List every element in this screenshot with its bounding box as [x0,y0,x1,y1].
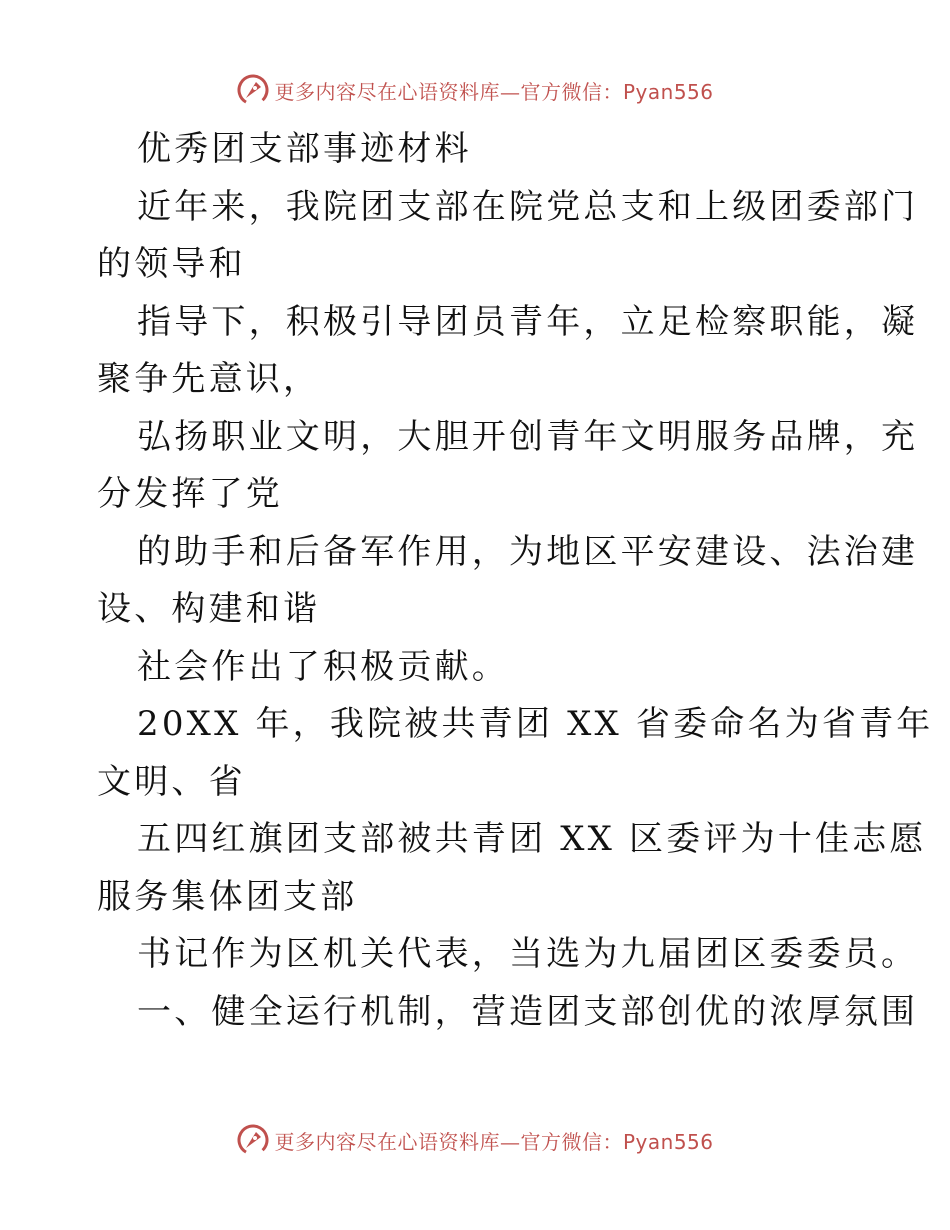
section-heading: 一、健全运行机制，营造团支部创优的浓厚氛围 [137,991,919,1032]
paragraph-line: 指导下，积极引导团员青年，立足检察职能，凝 [137,301,919,342]
wechat-id: Pyan556 [622,79,714,104]
watermark-text: 更多内容尽在心语资料库—官方微信：Pyan556 [274,79,714,104]
paragraph-line: 近年来，我院团支部在院党总支和上级团委部门 [137,186,919,227]
paragraph-line: 分发挥了党 [97,474,283,514]
pen-nib-logo-icon [236,1123,270,1157]
paragraph-line: 20XX 年，我院被共青团 XX 省委命名为省青年 [137,704,934,744]
paragraph-line: 服务集体团支部 [97,876,358,917]
paragraph-line: 的助手和后备军作用，为地区平安建设、法治建 [137,531,919,572]
watermark-text: 更多内容尽在心语资料库—官方微信：Pyan556 [274,1129,714,1154]
paragraph-line: 五四红旗团支部被共青团 XX 区委评为十佳志愿 [137,819,927,859]
paragraph-line: 的领导和 [97,244,246,284]
paragraph-line: 社会作出了积极贡献。 [137,646,509,687]
paragraph-line: 设、构建和谐 [97,589,321,629]
footer-watermark-banner [0,1120,950,1160]
paragraph-line: 弘扬职业文明，大胆开创青年文明服务品牌，充 [137,416,919,457]
wechat-id: Pyan556 [622,1129,714,1154]
pen-nib-logo-icon [236,73,270,107]
document-title: 优秀团支部事迹材料 [137,129,472,169]
paragraph-line: 书记作为区机关代表，当选为九届团区委委员。 [137,934,919,974]
document-body [97,121,934,1041]
paragraph-line: 聚争先意识， [97,359,321,399]
paragraph-line: 文明、省 [97,761,246,802]
header-watermark-banner [0,70,950,110]
